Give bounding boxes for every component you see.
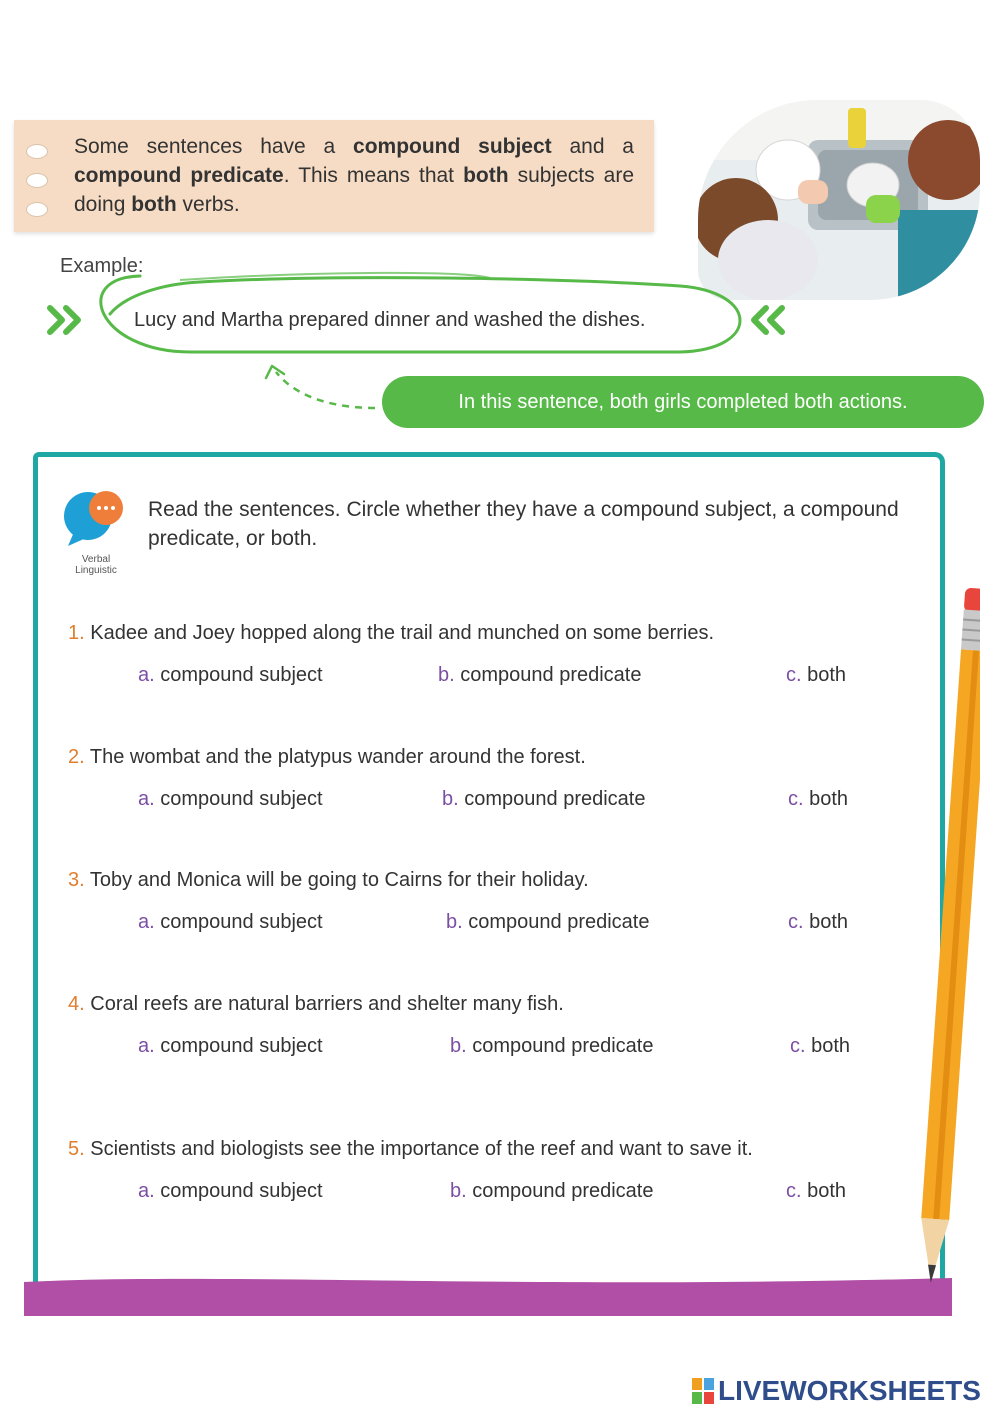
option-label: both <box>807 664 847 686</box>
option-label: compound subject <box>160 664 323 686</box>
option-a[interactable] <box>138 1180 323 1203</box>
option-label: compound predicate <box>460 664 642 686</box>
option-label: compound predicate <box>472 1180 654 1202</box>
option-letter: b. <box>446 911 463 933</box>
question-number: 3. <box>68 869 85 891</box>
intro-segment: and a <box>551 135 634 158</box>
question-4 <box>68 993 888 1057</box>
option-letter: a. <box>138 788 155 810</box>
option-letter: c. <box>788 911 804 933</box>
intro-segment-bold: compound subject <box>353 135 552 158</box>
option-c[interactable] <box>788 788 848 811</box>
liveworksheets-logo-icon <box>692 1378 714 1404</box>
footer-brand <box>692 1374 981 1408</box>
pencil-illustration <box>880 580 980 1320</box>
question-5 <box>68 1138 888 1202</box>
brand-name: LIVEWORKSHEETS <box>718 1375 981 1406</box>
question-text <box>68 1138 888 1161</box>
option-c[interactable] <box>786 1180 846 1203</box>
instructions: Read the sentences. Circle whether they have a compound subject, a compound predicate, or both. <box>148 498 899 550</box>
option-label: compound subject <box>160 1035 323 1057</box>
question-number: 2. <box>68 746 85 768</box>
intro-segment: verbs. <box>176 193 240 216</box>
binder-hole <box>26 144 48 159</box>
icon-caption: Verbal Linguistic <box>75 554 117 576</box>
option-label: both <box>809 911 849 933</box>
option-label: compound subject <box>160 911 323 933</box>
question-3 <box>68 869 888 933</box>
option-label: both <box>809 788 849 810</box>
intro-segment: subjects are doing <box>74 164 635 216</box>
option-letter: c. <box>790 1035 806 1057</box>
option-label: both <box>807 1180 847 1202</box>
intro-segment: Some sentences have a <box>74 135 354 158</box>
option-b[interactable] <box>450 1180 653 1203</box>
option-letter: a. <box>138 664 155 686</box>
option-letter: a. <box>138 1035 155 1057</box>
option-letter: c. <box>786 664 802 686</box>
binder-hole <box>26 173 48 188</box>
option-letter: a. <box>138 1180 155 1202</box>
option-label: compound predicate <box>468 911 650 933</box>
question-number: 4. <box>68 993 85 1015</box>
question-number: 1. <box>68 622 85 644</box>
option-label: both <box>811 1035 851 1057</box>
example-sentence: Lucy and Martha prepared dinner and washed the dishes. <box>134 309 646 331</box>
question-2 <box>68 746 888 810</box>
question-text <box>68 993 888 1016</box>
question-text <box>68 622 888 645</box>
option-a[interactable] <box>138 664 323 687</box>
intro-segment-bold: both <box>463 164 509 187</box>
option-b[interactable] <box>442 788 645 811</box>
option-letter: b. <box>438 664 455 686</box>
question-sentence: Toby and Monica will be going to Cairns for their holiday. <box>89 869 589 891</box>
option-c[interactable] <box>788 911 848 934</box>
option-a[interactable] <box>138 1035 323 1058</box>
intro-note <box>14 120 654 232</box>
question-number: 5. <box>68 1138 85 1160</box>
example-label: Example: <box>60 255 144 277</box>
option-letter: a. <box>138 911 155 933</box>
intro-text <box>74 132 634 219</box>
option-c[interactable] <box>786 664 846 687</box>
option-a[interactable] <box>138 788 323 811</box>
question-sentence: Kadee and Joey hopped along the trail and munched on some berries. <box>90 622 715 644</box>
question-sentence: Coral reefs are natural barriers and shelter many fish. <box>90 993 564 1015</box>
option-label: compound predicate <box>472 1035 654 1057</box>
option-letter: b. <box>450 1035 467 1057</box>
option-b[interactable] <box>450 1035 653 1058</box>
question-sentence: The wombat and the platypus wander around the forest. <box>89 746 586 768</box>
option-letter: c. <box>786 1180 802 1202</box>
option-label: compound predicate <box>464 788 646 810</box>
intro-segment-bold: both <box>131 193 177 216</box>
option-c[interactable] <box>790 1035 850 1058</box>
binder-holes <box>26 144 56 231</box>
option-label: compound subject <box>160 1180 323 1202</box>
option-letter: b. <box>450 1180 467 1202</box>
option-letter: b. <box>442 788 459 810</box>
question-sentence: Scientists and biologists see the importance of the reef and want to save it. <box>90 1138 753 1160</box>
question-text <box>68 869 888 892</box>
option-b[interactable] <box>438 664 641 687</box>
purple-bottom-band <box>24 1272 952 1316</box>
question-1 <box>68 622 888 686</box>
intro-segment: . This means that <box>283 164 464 187</box>
intro-segment-bold: compound predicate <box>74 164 284 187</box>
question-text <box>68 746 888 769</box>
explanation-banner: In this sentence, both girls completed both actions. <box>382 376 984 428</box>
option-label: compound subject <box>160 788 323 810</box>
binder-hole <box>26 202 48 217</box>
option-letter: c. <box>788 788 804 810</box>
option-b[interactable] <box>446 911 649 934</box>
option-a[interactable] <box>138 911 323 934</box>
